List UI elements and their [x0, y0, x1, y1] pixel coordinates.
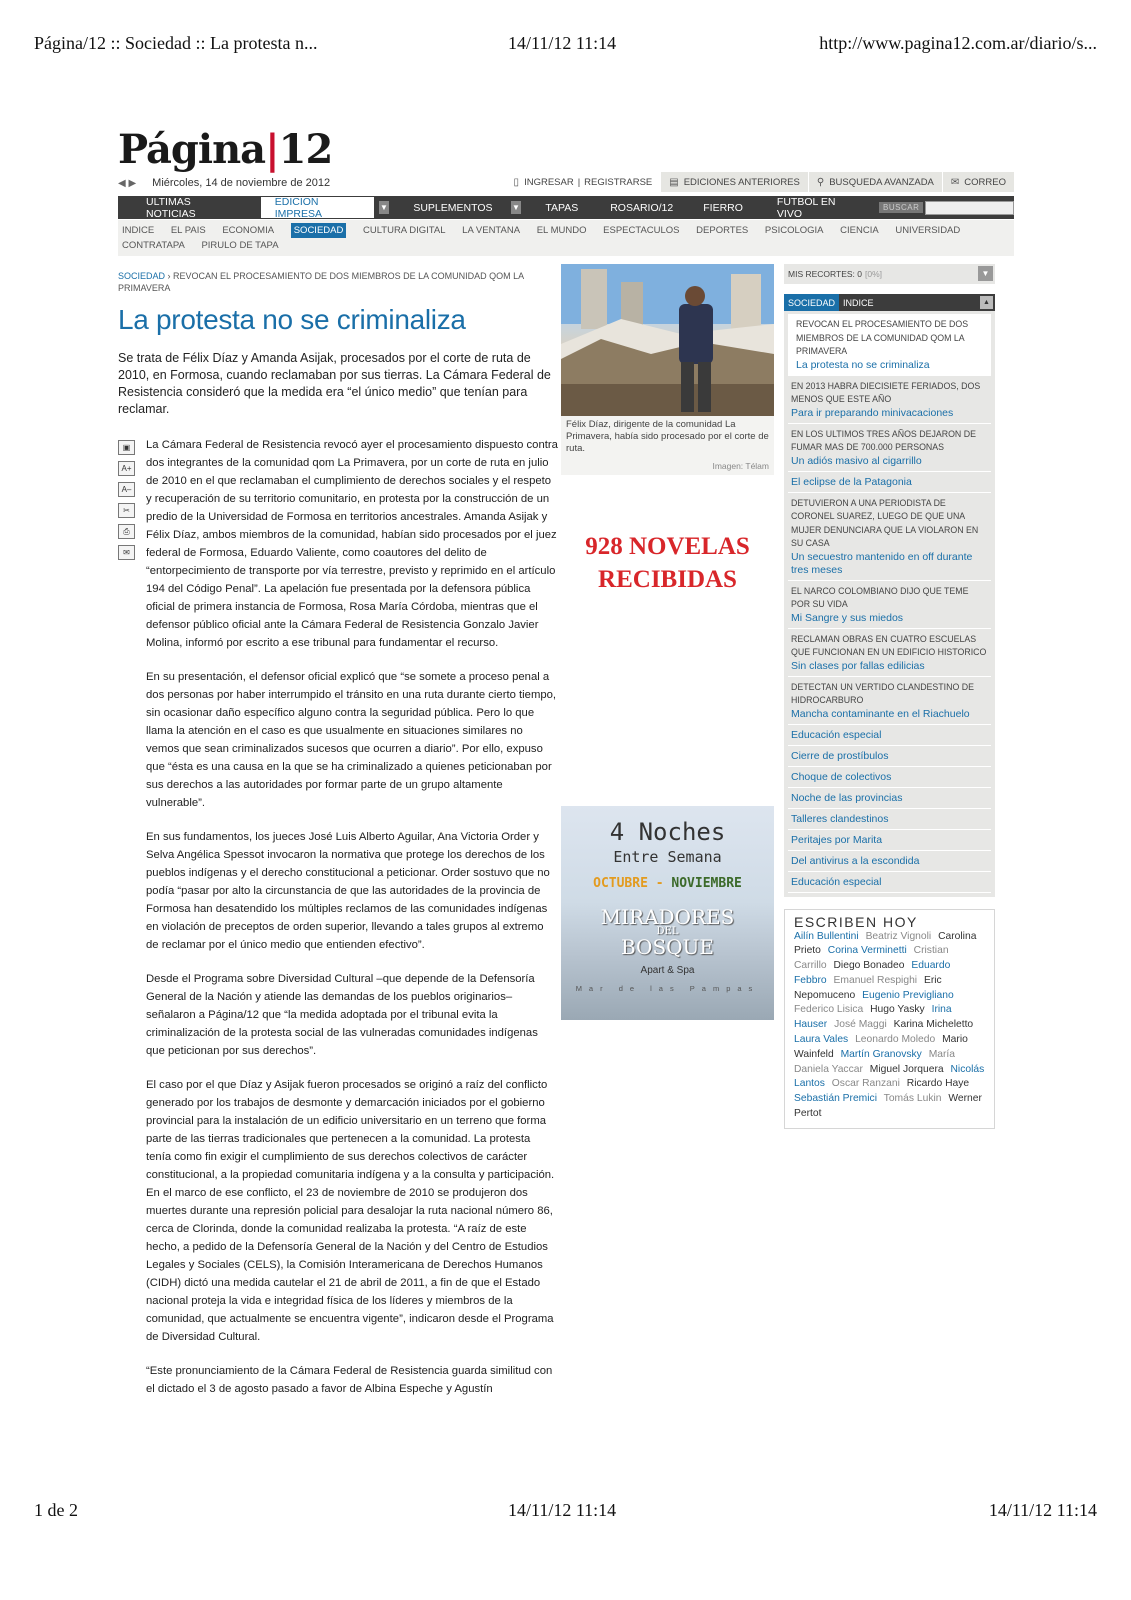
font-increase-button[interactable]: A+: [118, 461, 135, 476]
subnav-el-mundo[interactable]: EL MUNDO: [536, 225, 587, 236]
search-input[interactable]: [925, 201, 1014, 215]
footer-datetime-right: 14/11/12 11:14: [988, 1500, 1097, 1520]
nav-fierro[interactable]: FIERRO: [703, 201, 743, 214]
writer-link[interactable]: María Daniela Yaccar: [794, 1048, 956, 1075]
nav-ultimas-noticias[interactable]: ULTIMAS NOTICIAS: [146, 195, 196, 220]
article-photo[interactable]: [561, 264, 774, 416]
ad-brand: MIRADORES DEL BOSQUE: [600, 905, 735, 959]
subnav-espectaculos[interactable]: ESPECTACULOS: [603, 225, 680, 236]
sidebar-news-item[interactable]: [788, 314, 991, 376]
writer-link[interactable]: Werner Pertot: [794, 1093, 982, 1120]
subnav-indice[interactable]: INDICE: [122, 225, 155, 236]
news-link[interactable]: La protesta no se criminaliza: [796, 358, 930, 371]
enlarge-image-icon[interactable]: ▣: [118, 440, 135, 455]
writer-link[interactable]: José Maggi: [834, 1019, 887, 1031]
subnav-ciencia[interactable]: CIENCIA: [840, 225, 879, 236]
article-body-wrap: [118, 436, 558, 1398]
escriben-hoy-title: ESCRIBEN HOY: [794, 913, 918, 930]
search-icon: ⚲: [816, 176, 825, 188]
subnav-economia[interactable]: ECONOMIA: [222, 225, 275, 236]
news-kicker: REVOCAN EL PROCESAMIENTO DE DOS MIEMBROS DE LA COMUNIDAD QOM LA PRIMAVERA: [796, 319, 969, 356]
site-logo[interactable]: Página|12: [118, 126, 333, 173]
news-link[interactable]: Para ir preparando minivacaciones: [791, 406, 954, 419]
news-link[interactable]: Del antivirus a la escondida: [791, 854, 920, 867]
news-kicker: EN LOS ULTIMOS TRES AÑOS DEJARON DE FUMAR MAS DE 700.000 PERSONAS: [791, 428, 976, 452]
sidebar-news-item[interactable]: [788, 788, 991, 809]
news-kicker: DETECTAN UN VERTIDO CLANDESTINO DE HIDROCARBURO: [791, 681, 974, 705]
writer-link[interactable]: Miguel Jorquera: [869, 1063, 944, 1075]
news-kicker: EN 2013 HABRA DIECISIETE FERIADOS, DOS MENOS QUE ESTE AÑO: [791, 380, 981, 404]
breadcrumb-rest: › REVOCAN EL PROCESAMIENTO DE DOS MIEMBROS DE LA COMUNIDAD QOM LA PRIMAVERA: [118, 271, 524, 293]
subnav-psicologia[interactable]: PSICOLOGIA: [764, 225, 824, 236]
news-link[interactable]: Sin clases por fallas edilicias: [791, 659, 925, 672]
chevron-down-icon[interactable]: ▼: [511, 203, 520, 212]
subnav-el-pais[interactable]: EL PAIS: [170, 225, 206, 236]
nav-rosario12[interactable]: ROSARIO/12: [610, 201, 674, 214]
sidebar-news-item[interactable]: [788, 851, 991, 872]
writer-link[interactable]: Tomás Lukin: [883, 1093, 942, 1105]
clip-scissors-icon[interactable]: ✂: [118, 503, 135, 518]
subnav-deportes[interactable]: DEPORTES: [696, 225, 749, 236]
sidebar-news-item[interactable]: [788, 830, 991, 851]
mis-recortes-bar[interactable]: MIS RECORTES: 0 [0%] ▼: [784, 264, 995, 284]
article-paragraph: El caso por el que Díaz y Asijak fueron procesados se originó a raíz del conflicto generado por los trabajos de desmonte y demarcación iniciados por el gobierno provincial para la instalación de un edificio universitario en un terreno que forma parte de las tierras tradicionales que pertenecen a la comunidad. La protesta tenía como fin exigir el cumplimiento de sus derechos colectivos de carácter constitucional, a la propiedad comunitaria indígena y a la consulta y participación. En el marco de ese conflicto, el 23 de noviembre de 2010 se produjeron dos muertes durante una represión policial para desalojar la ruta nacional número 86, cerca de Clorinda, donde la comunidad realizaba la protesta. “A raíz de este hecho, a pedido de la Defensoría General de la Nación y del Centro de Estudios Legales y Sociales (CELS), la Comisión Interamericana de Derechos Humanos (CIDH) dictó una medida cautelar el 21 de abril de 2011, a fin de que el Estado nacional proteja la vida e integridad física de los líderes y miembros de la comunidad, que actualmente se encuentra vigente”, indicaron desde el Programa de Diversidad Cultural.: [146, 1079, 555, 1343]
sidebar-news-item[interactable]: [788, 809, 991, 830]
subnav-universidad[interactable]: UNIVERSIDAD: [895, 225, 961, 236]
user-links: ▯ INGRESAR | REGISTRARSE: [505, 172, 661, 192]
article-paragraph: En sus fundamentos, los jueces José Luis Alberto Aguilar, Ana Victoria Order y Selva Angélica Spessot invocaron la normativa que protege los derechos de los pueblos indígenas y el derecho constitucional a peticionar. Order sostuvo que no podía “pasar por alto la circunstancia de que las autoridades de la provincia de Formosa han desatendido los múltiples reclamos de las comunidades indígenas en violación de preceptos de orden superior, llevando a tales grupos al extremo de reclamar por el único medio que entienden efectivo”.: [146, 831, 550, 951]
footer-datetime: 14/11/12 11:14: [508, 1500, 617, 1520]
news-link[interactable]: Talleres clandestinos: [791, 812, 889, 825]
section-nav: [118, 220, 1014, 256]
writer-link[interactable]: Irina Hauser: [794, 1004, 952, 1031]
writer-link[interactable]: Eugenio Previgliano: [862, 989, 954, 1001]
prev-next-arrows-icon[interactable]: ◀ ▶: [118, 177, 137, 189]
sidebar-news-item[interactable]: [788, 629, 991, 677]
writer-link[interactable]: Leonardo Moledo: [855, 1034, 936, 1046]
writer-link[interactable]: Oscar Ranzani: [831, 1078, 900, 1090]
sidebar-news-item[interactable]: [788, 746, 991, 767]
tab-sociedad[interactable]: SOCIEDAD: [784, 294, 839, 311]
writer-link[interactable]: Federico Lisica: [794, 1004, 864, 1016]
advertisement-banner[interactable]: 4 Noches Entre Semana OCTUBRE - NOVIEMBRE MIRADORES DEL BOSQUE Apart & Spa Mar de las Pampas: [561, 806, 774, 1020]
subnav-sociedad[interactable]: SOCIEDAD: [291, 223, 347, 238]
article-paragraph: “Este pronunciamiento de la Cámara Federal de Resistencia guarda similitud con el dictado el 3 de agosto pasado a favor de Albina Espeche y Agustín: [146, 1365, 553, 1395]
search-button[interactable]: BUSCAR: [879, 202, 923, 213]
writer-link[interactable]: Eric Nepomuceno: [794, 974, 942, 1001]
writer-link[interactable]: Corina Verminetti: [827, 945, 907, 957]
mail-icon: ✉: [950, 176, 960, 188]
user-icon: ▯: [513, 176, 520, 188]
archive-icon: ▤: [669, 176, 679, 188]
writer-link[interactable]: Cristian Carrillo: [794, 945, 949, 972]
sidebar-news-item[interactable]: [788, 725, 991, 746]
chevron-down-icon[interactable]: ▼: [379, 203, 388, 212]
article-paragraph: Desde el Programa sobre Diversidad Cultural –que depende de la Defensoría General de la Nación y atiende las demandas de los pueblos originarios– señalaron a Página/12 que “la medida adoptada por el tribunal evita la criminalización de la protesta social de las vulneradas comunidades indígenas que peticionan por sus derechos”.: [146, 973, 538, 1057]
breadcrumb-section-link[interactable]: SOCIEDAD: [118, 271, 166, 281]
writer-link[interactable]: Hugo Yasky: [870, 1004, 925, 1016]
news-link[interactable]: Choque de colectivos: [791, 770, 892, 783]
news-kicker: DETUVIERON A UNA PERIODISTA DE CORONEL SUAREZ, LUEGO DE QUE UNA MUJER DENUNCIARA QUE LA VIOLARON EN SU CASA: [791, 497, 979, 548]
news-link[interactable]: Cierre de prostíbulos: [791, 749, 889, 762]
print-icon[interactable]: ⎙: [118, 524, 135, 539]
login-link[interactable]: INGRESAR: [524, 176, 574, 188]
writer-link[interactable]: Sebastián Premici: [794, 1093, 877, 1105]
print-url: http://www.pagina12.com.ar/diario/s...: [819, 33, 1097, 53]
writer-link[interactable]: Emanuel Respighi: [833, 974, 918, 986]
writer-link[interactable]: Carolina Prieto: [794, 930, 977, 957]
correo-link[interactable]: ✉ CORREO: [942, 172, 1014, 192]
article-paragraph: La Cámara Federal de Resistencia revocó ayer el procesamiento dispuesto contra dos integrantes de la comunidad qom La Primavera, por un corte de ruta en julio de 2010 en el que reclamaban el cumplimiento de derechos sociales y el respeto y recuperación de su territorio comunitario, en protesta por la construcción de un predio de la Universidad de Formosa en territorios ancestrales. Amanda Asijak y Félix Díaz, ambos miembros de la comunidad, habían sido procesados por el juez federal de Formosa, Eduardo Valiente, como coautores del delito de “entorpecimiento de transporte por vía terrestre, previsto y reprimido en el artículo 194 del Código Penal”. La apelación fue presentada por la defensora pública oficial de primera instancia de Formosa, Rosa María Córdoba, mientras que el defensor público oficial ante la Cámara Federal de Resistencia Gonzalo Javier Molina, informó por escrito a ese tribunal para fundamentar el recurso.: [146, 439, 558, 649]
writer-link[interactable]: Diego Bonadeo: [833, 960, 905, 972]
photo-credit: Imagen: Télam: [712, 461, 769, 471]
sidebar-news-item[interactable]: [788, 677, 991, 725]
news-link[interactable]: Noche de las provincias: [791, 791, 903, 804]
escriben-hoy-box: [784, 909, 995, 1129]
sidebar-news-list: [784, 311, 995, 897]
article-tools: [118, 440, 136, 566]
sidebar-news-item[interactable]: [788, 424, 991, 472]
tab-indice[interactable]: INDICE: [843, 297, 874, 308]
busqueda-avanzada-link[interactable]: ⚲ BUSQUEDA AVANZADA: [808, 172, 942, 192]
photo-caption: Félix Díaz, dirigente de la comunidad La Primavera, había sido procesado por el corte de ruta. Imagen: Télam: [561, 416, 774, 475]
chevron-up-icon[interactable]: ▲: [980, 296, 993, 309]
article-paragraph: En su presentación, el defensor oficial explicó que “se somete a proceso penal a dos personas por haber interrumpido el tránsito en una ruta durante cierto tiempo, sin ocasionar daño específico alguno contra la seguridad pública. Pero lo que llama la atención en el caso es que usualmente en situaciones similares no vemos que sean criminalizados sucesos que ocurren a diario”. Por ello, expuso que “ésta es una causa en la que se ha criminalizado a quienes peticionaban por sus derechos a las autoridades por formar parte de un grupo altamente vulnerable”.: [146, 671, 557, 809]
nav-futbol-en-vivo[interactable]: FUTBOL EN VIVO: [776, 195, 836, 220]
news-kicker: RECLAMAN OBRAS EN CUATRO ESCUELAS QUE FUNCIONAN EN UN EDIFICIO HISTORICO: [791, 633, 987, 657]
register-link[interactable]: REGISTRARSE: [584, 176, 653, 188]
current-date: Miércoles, 14 de noviembre de 2012: [152, 177, 331, 189]
nav-suplementos[interactable]: SUPLEMENTOS: [413, 201, 493, 214]
news-link[interactable]: Educación especial: [791, 728, 882, 741]
sidebar-news-item[interactable]: [788, 493, 991, 581]
subnav-la-ventana[interactable]: LA VENTANA: [462, 225, 521, 236]
main-nav: [118, 196, 1014, 219]
writer-link[interactable]: Laura Vales: [794, 1034, 849, 1046]
news-link[interactable]: Educación especial: [791, 875, 882, 888]
writers-list: [794, 930, 986, 1122]
print-title: Página/12 :: Sociedad :: La protesta n...: [34, 33, 318, 53]
writer-link[interactable]: Nicolás Lantos: [794, 1063, 985, 1090]
news-kicker: EL NARCO COLOMBIANO DIJO QUE TEME POR SU VIDA: [791, 585, 969, 609]
news-link[interactable]: Un secuestro mantenido en off durante tres meses: [791, 550, 973, 576]
article-body: [146, 436, 558, 1398]
writer-link[interactable]: Karina Micheletto: [893, 1019, 974, 1031]
chevron-down-icon[interactable]: ▼: [978, 266, 993, 281]
writer-link[interactable]: Ailín Bullentini: [794, 930, 859, 942]
print-datetime: 14/11/12 11:14: [508, 33, 617, 53]
subnav-contratapa[interactable]: CONTRATAPA: [122, 240, 185, 251]
page-number: 1 de 2: [34, 1500, 78, 1520]
subnav-pirulo-de-tapa[interactable]: PIRULO DE TAPA: [201, 240, 279, 251]
sidebar-news-item[interactable]: [788, 767, 991, 788]
send-email-icon[interactable]: ✉: [118, 545, 135, 560]
news-link[interactable]: El eclipse de la Patagonia: [791, 475, 912, 488]
ediciones-anteriores-link[interactable]: ▤ EDICIONES ANTERIORES: [660, 172, 808, 192]
writer-link[interactable]: Beatriz Vignoli: [865, 930, 932, 942]
writer-link[interactable]: Ricardo Haye: [906, 1078, 970, 1090]
font-decrease-button[interactable]: A–: [118, 482, 135, 497]
article-headline: La protesta no se criminaliza: [118, 304, 466, 335]
news-link[interactable]: Mancha contaminante en el Riachuelo: [791, 707, 970, 720]
nav-edicion-impresa[interactable]: EDICION IMPRESA: [260, 196, 375, 219]
news-link[interactable]: Mi Sangre y sus miedos: [791, 611, 904, 624]
sidebar-news-item[interactable]: [788, 581, 991, 629]
sidebar-news-item[interactable]: [788, 872, 991, 893]
writer-link[interactable]: Mario Wainfeld: [794, 1034, 968, 1060]
sidebar-tabs: [784, 294, 995, 311]
writer-link[interactable]: Eduardo Febbro: [794, 960, 951, 986]
news-link[interactable]: Peritajes por Marita: [791, 833, 883, 846]
news-link[interactable]: Un adiós masivo al cigarrillo: [791, 454, 922, 467]
photo-illustration: [561, 264, 774, 416]
sidebar: [784, 264, 995, 1129]
article-lead: Se trata de Félix Díaz y Amanda Asijak, procesados por el corte de ruta de 2010, en Formosa, cuando reclamaban por sus tierras. La Cámara Federal de Resistencia consideró que la medida era “el único medio” que tenían para reclamar.: [118, 351, 551, 416]
nav-tapas[interactable]: TAPAS: [545, 201, 579, 214]
article: [118, 270, 558, 1414]
promo-novelas[interactable]: 928 NOVELAS RECIBIDAS: [585, 533, 750, 593]
sidebar-news-item[interactable]: [788, 376, 991, 424]
dateline: [118, 174, 330, 192]
breadcrumb: [118, 270, 558, 294]
writer-link[interactable]: Martín Granovsky: [840, 1048, 922, 1060]
subnav-cultura-digital[interactable]: CULTURA DIGITAL: [362, 225, 446, 236]
sidebar-news-item[interactable]: [788, 472, 991, 493]
top-links: [505, 172, 1014, 192]
